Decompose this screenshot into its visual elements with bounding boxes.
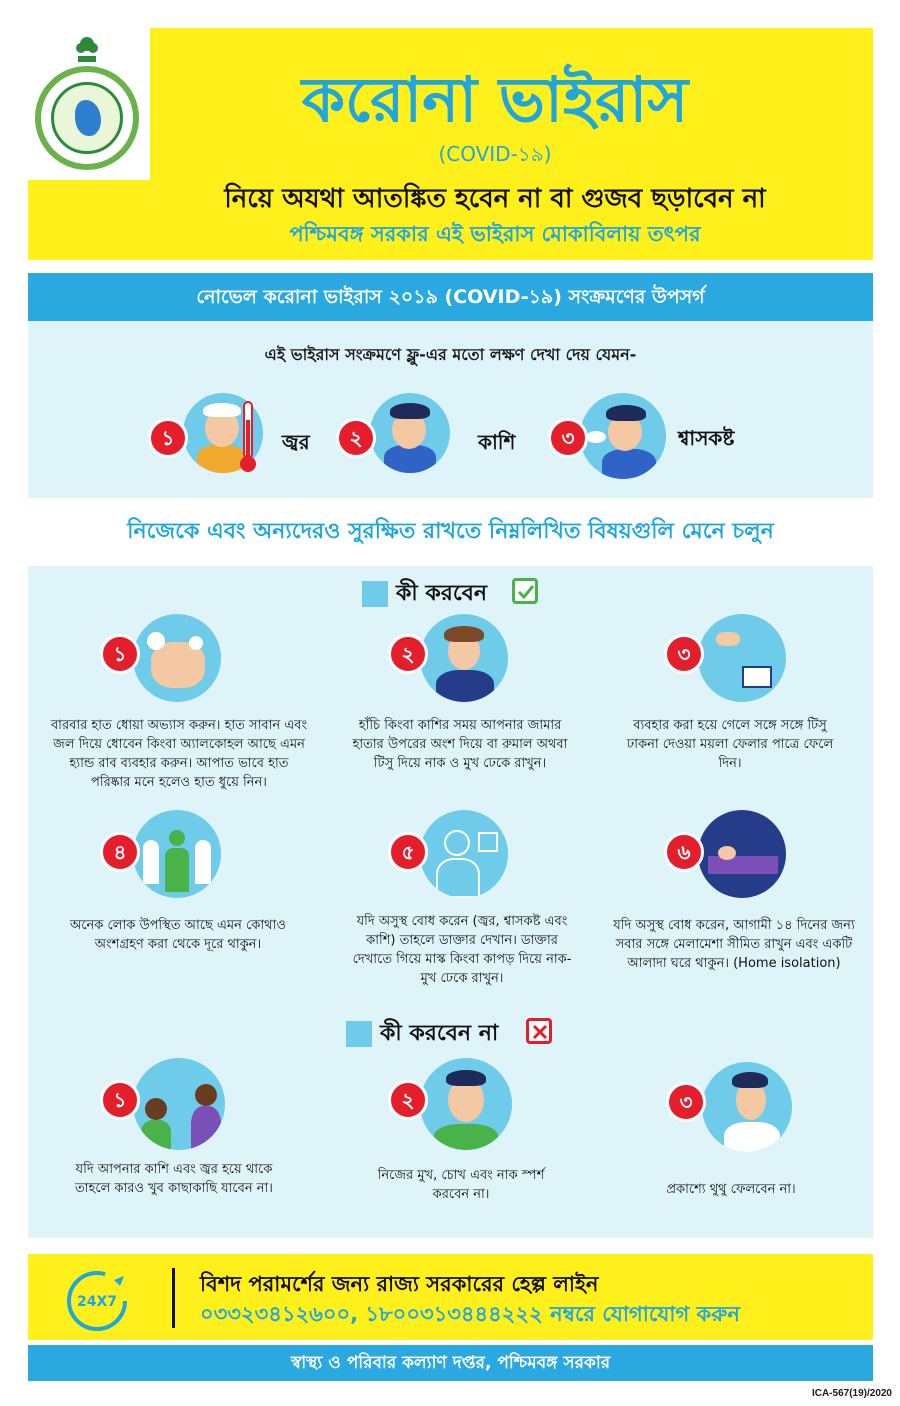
dos-heading-label: কী করবেন <box>396 581 488 606</box>
helpline-title: বিশদ পরামর্শের জন্য রাজ্য সরকারের হেল্প লাইন <box>200 1272 599 1296</box>
covid-label: (COVID-১৯) <box>438 142 552 166</box>
symptom-number-1: ১ <box>148 418 188 458</box>
breathlessness-illustration <box>580 393 666 479</box>
dont-text-1: যদি আপনার কাশি এবং জ্বর হয়ে থাকে তাহলে কারও খুব কাছাকাছি যাবেন না। <box>75 1162 273 1196</box>
touch-face-illustration <box>420 1058 512 1150</box>
helpline-numbers: ০৩৩২৩৪১২৬০০, ১৮০০৩১৩৪৪৪২২২ নম্বরে যোগাযোগ করুন <box>200 1302 740 1326</box>
cough-illustration <box>370 393 450 473</box>
do-number-2: ২ <box>388 634 428 674</box>
helpline-divider <box>172 1268 175 1328</box>
donts-heading <box>346 1016 498 1053</box>
dont-number-1: ১ <box>100 1080 140 1120</box>
handwash-illustration <box>133 614 221 702</box>
symptom-number-3: ৩ <box>548 418 588 458</box>
clock-24x7-icon <box>62 1266 132 1336</box>
do-text-1: বারবার হাত ধোয়া অভ্যাস করুন। হাত সাবান এবং জল দিয়ে ধোবেন কিংবা অ্যালকোহল আছে এমন হ্যান্ড রাব ব্যবহার করুন। আপাত ভাবে হাত পরিষ্কার মনে হলেও হাত ধুয়ে নিন। <box>50 718 308 790</box>
helpline-badge: 24X7 <box>76 1294 118 1310</box>
keep-distance-illustration <box>133 1058 225 1150</box>
cover-cough-illustration <box>420 614 508 702</box>
do-number-6: ৬ <box>664 832 704 872</box>
ashoka-emblem-icon <box>75 34 99 64</box>
footer-department: স্বাস্থ্য ও পরিবার কল্যাণ দপ্তর, পশ্চিমবঙ্গ সরকার <box>28 1345 873 1381</box>
thermometer-icon <box>238 400 258 474</box>
document-code: ICA-567(19)/2020 <box>811 1388 892 1399</box>
symptom-label-cough: কাশি <box>478 430 516 454</box>
tissue-bin-illustration <box>698 614 786 702</box>
no-spitting-illustration <box>702 1062 792 1152</box>
symptom-label-fever: জ্বর <box>282 430 310 454</box>
do-text-3: ব্যবহার করা হয়ে গেলে সঙ্গে সঙ্গে টিসু ঢাকনা দেওয়া ময়লা ফেলার পাত্রে ফেলে দিন। <box>626 718 834 771</box>
government-seal-icon <box>35 66 139 170</box>
home-isolation-illustration <box>698 810 786 898</box>
doctor-illustration <box>420 810 508 898</box>
do-number-1: ১ <box>100 634 140 674</box>
check-icon <box>512 578 538 604</box>
do-text-2: হাঁচি কিংবা কাশির সময় আপনার জামার হাতার উপরের অংশ দিয়ে বা রুমাল অথবা টিসু দিয়ে নাক ও মুখ ঢেকে রাখুন। <box>352 718 568 771</box>
donts-heading-label: কী করবেন না <box>380 1021 499 1046</box>
symptoms-intro: এই ভাইরাস সংক্রমণে ফ্লু-এর মতো লক্ষণ দেখা দেয় যেমন- <box>264 345 637 364</box>
dont-number-2: ২ <box>388 1080 428 1120</box>
blue-square-icon <box>362 581 388 607</box>
do-number-3: ৩ <box>664 634 704 674</box>
dont-text-2: নিজের মুখ, চোখ এবং নাক স্পর্শ করবেন না। <box>377 1168 545 1202</box>
do-text-6: যদি অসুস্থ বোধ করেন, আগামী ১৪ দিনের জন্য সবার সঙ্গে মেলামেশা সীমিত রাখুন এবং একটি আলাদা ঘরে থাকুন। (Home isolation) <box>613 918 855 971</box>
symptom-label-breathlessness: শ্বাসকষ্ট <box>678 426 735 450</box>
do-number-5: ৫ <box>388 832 428 872</box>
do-number-4: ৪ <box>100 832 140 872</box>
dont-text-3: প্রকাশ্যে থুথু ফেলবেন না। <box>666 1182 796 1197</box>
do-text-4: অনেক লোক উপস্থিত আছে এমন কোথাও অংশগ্রহণ করা থেকে দূরে থাকুন। <box>70 918 286 952</box>
poster-title: করোনা ভাইরাস <box>301 63 689 136</box>
cross-icon <box>526 1018 552 1044</box>
government-subtitle: পশ্চিমবঙ্গ সরকার এই ভাইরাস মোকাবিলায় তৎপর <box>289 222 701 246</box>
dos-heading <box>362 576 487 613</box>
do-text-5: যদি অসুস্থ বোধ করেন (জ্বর, শ্বাসকষ্ট এবং কাশি) তাহলে ডাক্তার দেখান। ডাক্তার দেখাতে গিয়ে মাস্ক কিংবা কাপড় দিয়ে নাক-মুখ ঢেকে রাখুন। <box>352 914 572 986</box>
blue-square-icon <box>346 1021 372 1047</box>
protect-heading: নিজেকে এবং অন্যদেরও সুরক্ষিত রাখতে নিম্নলিখিত বিষয়গুলি মেনে চলুন <box>127 519 774 544</box>
warning-subtitle: নিয়ে অযথা আতঙ্কিত হবেন না বা গুজব ছড়াবেন না <box>224 184 766 214</box>
symptoms-heading: নোভেল করোনা ভাইরাস ২০১৯ (COVID-১৯) সংক্রমণের উপসর্গ <box>28 273 873 321</box>
dont-number-3: ৩ <box>666 1082 706 1122</box>
symptom-number-2: ২ <box>336 418 376 458</box>
crowd-illustration <box>133 810 221 898</box>
